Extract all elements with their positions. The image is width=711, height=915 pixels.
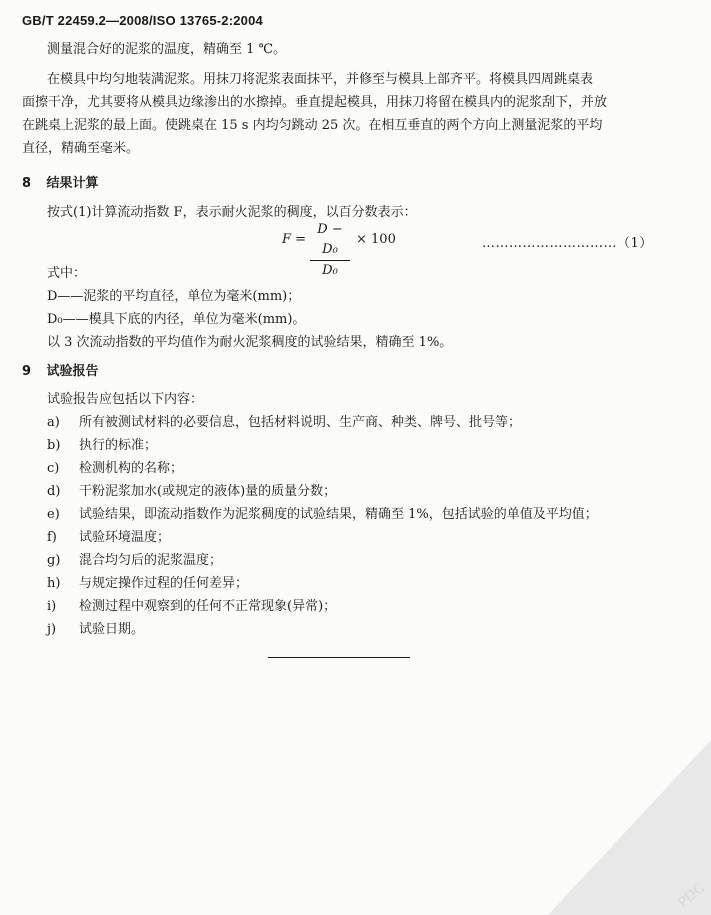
list-item [47,549,222,572]
item-marker: a) [47,415,60,430]
list-item [47,572,248,595]
formula-numerator: D − D₀ [317,222,343,257]
item-text: 执行的标准； [79,438,158,453]
section-9-title: 试验报告 [46,364,99,379]
where-label: 式中： [47,266,87,281]
formula-lhs: F = [282,232,307,247]
item-text: 试验日期。 [79,622,145,637]
section-8-number: 8 [22,176,32,191]
list-item [47,503,598,526]
item-marker: c) [47,461,60,476]
item-marker: j) [47,622,57,637]
item-text: 混合均匀后的泥浆温度； [79,553,223,568]
formula-1 [282,220,682,278]
formula-intro: 按式(1)计算流动指数 F，表示耐火泥浆的稠度，以百分数表示： [47,205,417,220]
section-9-number: 9 [22,364,32,379]
item-marker: b) [47,438,61,453]
formula-multiplier: × 100 [356,232,396,247]
item-text: 试验环境温度； [79,530,171,545]
end-rule [268,657,410,658]
section-8-title: 结果计算 [46,176,99,191]
list-item [47,595,336,618]
list-item [47,457,183,480]
report-intro: 试验报告应包括以下内容： [47,392,204,407]
intro-line-1: 测量混合好的泥浆的温度，精确至 1 ℃。 [47,42,287,57]
section-9-heading [22,360,99,379]
watermark-text: PDC [675,880,708,912]
item-text: 所有被测试材料的必要信息，包括材料说明、生产商、种类、牌号、批号等； [79,415,522,430]
intro-line-3: 面擦干净，尤其要将从模具边缘渗出的水擦掉。垂直提起模具，用抹刀将留在模具内的泥浆刮下，并放 [22,95,608,110]
item-text: 干粉泥浆加水(或规定的液体)量的质量分数； [79,484,337,499]
list-item [47,526,170,549]
list-item [47,411,521,434]
variable-d: D——泥浆的平均直径，单位为毫米(mm)； [47,289,301,304]
intro-line-4: 在跳桌上泥浆的最上面。使跳桌在 15 s 内均匀跳动 25 次。在相互垂直的两个方向上测量泥浆的平均 [22,118,603,133]
variable-d0: D₀——模具下底的内径，单位为毫米(mm)。 [47,312,306,327]
item-marker: i) [47,599,57,614]
standard-header: GB/T 22459.2—2008/ISO 13765-2:2004 [22,13,263,28]
item-marker: d) [47,484,61,499]
item-text: 试验结果，即流动指数作为泥浆稠度的试验结果，精确至 1%，包括试验的单值及平均值； [79,507,598,522]
item-marker: e) [47,507,60,522]
intro-line-2: 在模具中均匀地装满泥浆。用抹刀将泥浆表面抹平，并修至与模具上部齐平。将模具四周跳桌表 [47,72,594,87]
item-marker: f) [47,530,57,545]
seal-watermark-icon [478,700,711,915]
intro-line-5: 直径，精确至毫米。 [22,141,140,156]
item-text: 检测机构的名称； [79,461,184,476]
formula-denominator: D₀ [322,263,338,278]
item-text: 与规定操作过程的任何差异； [79,576,249,591]
item-text: 检测过程中观察到的任何不正常现象(异常)； [79,599,337,614]
item-marker: g) [47,553,61,568]
equation-number: …………………………（1） [482,236,653,251]
result-conclusion: 以 3 次流动指数的平均值作为耐火泥浆稠度的试验结果，精确至 1%。 [47,335,453,350]
section-8-heading [22,172,99,191]
formula-fraction [309,220,351,281]
item-marker: h) [47,576,61,591]
list-item [47,434,157,457]
list-item [47,618,144,641]
list-item [47,480,336,503]
